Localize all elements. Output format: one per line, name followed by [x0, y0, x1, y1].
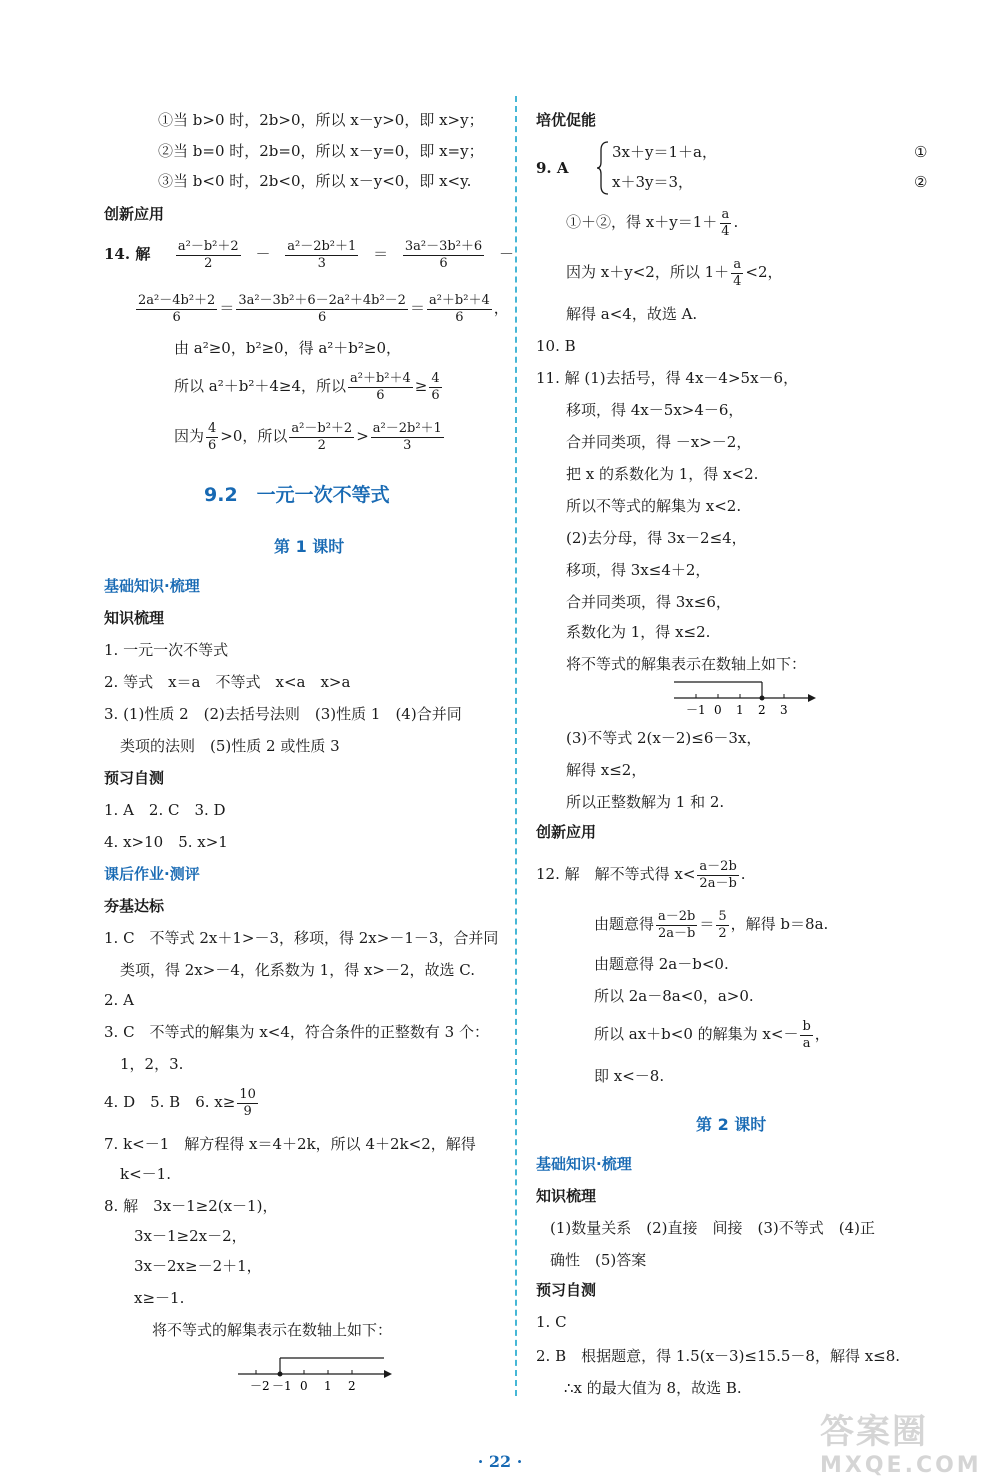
q14-line3: 由 a²≥0，b²≥0，得 a²＋b²≥0， — [174, 339, 402, 357]
equation-1-marker: ① — [914, 143, 928, 161]
number-line-2 — [670, 680, 820, 720]
heading-knowledge-review-2: 知识梳理 — [536, 1187, 597, 1205]
answer-3a: 3. C 不等式的解集为 x<4，符合条件的正整数有 3 个： — [104, 1023, 489, 1041]
answer-8a: 8. 解 3x－1≥2(x－1)， — [104, 1197, 278, 1215]
arrow-head — [808, 694, 816, 702]
fraction: $\frac{4}{6}$ — [208, 420, 217, 453]
tick-label: 1 — [324, 1379, 332, 1393]
q12-line5: 所以 ax＋b<0 的解集为 x<－ $\frac{b}{a}$ ， — [594, 1018, 830, 1051]
answer-8e: 将不等式的解集表示在数轴上如下： — [152, 1321, 393, 1339]
heading-innovation: 创新应用 — [104, 205, 165, 223]
heading-base: 夯基达标 — [104, 897, 165, 915]
answer-8d: x≥－1. — [134, 1289, 185, 1307]
heading-innovation-2: 创新应用 — [536, 823, 597, 841]
knowledge-3a: 3. (1)性质 2 (2)去括号法则 (3)性质 1 (4)合并同 — [104, 705, 462, 723]
answer-1b: 类项，得 2x>－4，化系数为 1，得 x>－2，故选 C. — [120, 961, 476, 979]
q11-line3: 合并同类项，得 －x>－2， — [566, 433, 752, 451]
tick-label: －1 — [686, 703, 706, 717]
answer-1a: 1. C 不等式 2x＋1>－3，移项，得 2x>－1－3，合并同 — [104, 929, 499, 947]
fraction: $\frac{a-2b}{2a-b}$ — [658, 908, 696, 941]
fraction: $\frac{\text{2a²－4b²＋2}}{6}$ — [138, 292, 216, 325]
watermark-url: MXQE.COM — [820, 1453, 982, 1478]
solid-point — [760, 696, 765, 701]
lesson-1-title: 第 1 课时 — [274, 537, 345, 556]
q11-line10: 将不等式的解集表示在数轴上如下： — [566, 655, 807, 673]
q12-line4: 所以 2a－8a<0，a>0. — [594, 987, 754, 1005]
tick-label: 2 — [348, 1379, 356, 1393]
heading-preview-test: 预习自测 — [104, 769, 165, 787]
fraction: $\frac{\text{a²－b²＋2}}{2}$ — [291, 420, 353, 453]
tick-label: －2 — [250, 1379, 270, 1393]
preview-answers-2: 4. x>10 5. x>1 — [104, 833, 228, 851]
section-title: 9.2 一元一次不等式 — [204, 484, 390, 506]
q9-step3: 解得 a<4，故选 A. — [566, 305, 698, 323]
heading-preview-test-2: 预习自测 — [536, 1281, 597, 1299]
q14-line5: 因为 $\frac{4}{6}$ >0，所以 $\frac{\text{a²－b²＋2}}{2}$ > $\frac{\text{a²－2b²＋1}}{3}$ — [174, 420, 442, 453]
q11-line7: 移项，得 3x≤4＋2， — [566, 561, 711, 579]
heading-advanced: 培优促能 — [536, 111, 597, 129]
fraction: $\frac{10}{9}$ — [239, 1086, 256, 1119]
q9-step2: 因为 x＋y<2，所以 1＋ $\frac{a}{4}$ <2， — [566, 256, 783, 289]
fraction: $\frac{\text{a²－2b²＋1}}{3}$ — [372, 420, 442, 453]
equation-2: x＋3y＝3， — [612, 173, 694, 191]
q11-line8: 合并同类项，得 3x≤6， — [566, 593, 731, 611]
knowledge-2: 2. 等式 x＝a 不等式 x<a x>a — [104, 673, 351, 691]
heading-homework: 课后作业·测评 — [104, 865, 200, 883]
number-line-1 — [234, 1356, 394, 1396]
heading-knowledge-review: 知识梳理 — [104, 609, 165, 627]
answer-4-6: 4. D 5. B 6. x≥ $\frac{10}{9}$ — [104, 1086, 256, 1119]
case-3: ③当 b<0 时，2b<0，所以 x－y<0，即 x<y. — [158, 172, 472, 190]
equation-2-marker: ② — [914, 173, 928, 191]
fraction: $\frac{5}{2}$ — [718, 908, 727, 941]
case-1: ①当 b>0 时，2b>0，所以 x－y>0，即 x>y； — [158, 111, 484, 129]
answer-2: 2. A — [104, 991, 134, 1009]
watermark-logo — [820, 1404, 990, 1478]
q11-line1: 11. 解 (1)去括号，得 4x－4>5x－6， — [536, 369, 799, 387]
answer-10: 10. B — [536, 337, 576, 355]
q11-line11: (3)不等式 2(x－2)≤6－3x， — [566, 729, 762, 747]
q9-label: 9. A — [536, 159, 569, 177]
q14-label: 14. 解 — [104, 245, 151, 263]
q12-line3: 由题意得 2a－b<0. — [594, 955, 729, 973]
q11-line9: 系数化为 1，得 x≤2. — [566, 623, 711, 641]
knowledge-3b: 类项的法则 (5)性质 2 或性质 3 — [120, 737, 340, 755]
equation-1: 3x＋y＝1＋a， — [612, 143, 717, 161]
knowledge-2-line2: 确性 (5)答案 — [550, 1251, 647, 1269]
heading-basic-knowledge: 基础知识·梳理 — [104, 577, 200, 595]
fraction: $\frac{\text{a²＋b²＋4}}{6}$ — [428, 292, 490, 325]
q11-line12: 解得 x≤2， — [566, 761, 647, 779]
tick-label: 0 — [714, 703, 722, 717]
answer-8c: 3x－2x≥－2＋1， — [134, 1257, 262, 1275]
q9-step1: ①＋②，得 x＋y＝1＋ $\frac{a}{4}$ . — [566, 206, 739, 239]
fraction: $\frac{4}{6}$ — [431, 370, 440, 403]
fraction: $\frac{a-2b}{2a-b}$ — [699, 858, 737, 891]
case-2: ②当 b=0 时，2b=0，所以 x－y=0，即 x=y； — [158, 142, 484, 160]
knowledge-1: 1. 一元一次不等式 — [104, 641, 229, 659]
answer-8b: 3x－1≥2x－2， — [134, 1227, 247, 1245]
q12-line6: 即 x<－8. — [594, 1067, 665, 1085]
tick-label: 2 — [758, 703, 766, 717]
fraction: $\frac{\text{a²－b²＋2}}{2}$ — [177, 238, 239, 271]
answer-7b: k<－1. — [120, 1165, 171, 1183]
knowledge-2-line1: (1)数量关系 (2)直接 间接 (3)不等式 (4)正 — [550, 1219, 875, 1237]
fraction: $\frac{\text{3a²－3b²＋6}}{6}$ — [404, 238, 483, 271]
tick-label: －1 — [272, 1379, 292, 1393]
q14-line1: 14. 解 $\frac{\text{a²－b²＋2}}{2}$ － $\frac{\text{a²－2b²＋1}}{3}$ ＝ $\frac{\text{3a²－3b²＋6}}{6}$ － — [104, 238, 514, 271]
watermark-text: 答案圈 — [820, 1412, 928, 1452]
fraction: $\frac{a}{4}$ — [733, 256, 742, 289]
q14-line4: 所以 a²＋b²＋4≥4，所以 $\frac{\text{a²＋b²＋4}}{6}$ ≥ $\frac{4}{6}$ — [174, 370, 440, 403]
page-number: · 22 · — [477, 1452, 523, 1471]
brace-icon — [596, 140, 610, 196]
solid-point — [278, 1372, 283, 1377]
q14-line2: $\frac{\text{2a²－4b²＋2}}{6}$ ＝ $\frac{\text{3a²－3b²＋6－2a²＋4b²－2}}{6}$ ＝ $\frac{\text{a²＋b²＋4}}{6}$ ， — [138, 292, 509, 325]
fraction: $\frac{a}{4}$ — [721, 206, 730, 239]
arrow-head — [384, 1370, 392, 1378]
fraction: $\frac{\text{a²－2b²＋1}}{3}$ — [287, 238, 357, 271]
fraction: $\frac{\text{3a²－3b²＋6－2a²＋4b²－2}}{6}$ — [238, 292, 406, 325]
q11-line2: 移项，得 4x－5x>4－6， — [566, 401, 744, 419]
preview-2-answer-1: 1. C — [536, 1313, 567, 1331]
q11-line6: (2)去分母，得 3x－2≤4， — [566, 529, 747, 547]
preview-answers-1: 1. A 2. C 3. D — [104, 801, 226, 819]
heading-basic-knowledge-2: 基础知识·梳理 — [536, 1155, 632, 1173]
answer-3b: 1，2，3. — [120, 1055, 184, 1073]
fraction: $\frac{\text{a²＋b²＋4}}{6}$ — [350, 370, 411, 403]
q11-line5: 所以不等式的解集为 x<2. — [566, 497, 742, 515]
tick-label: 3 — [780, 703, 788, 717]
preview-2-answer-3: ∴x 的最大值为 8，故选 B. — [564, 1379, 742, 1397]
q11-line4: 把 x 的系数化为 1，得 x<2. — [566, 465, 759, 483]
q12-line1: 12. 解 解不等式得 x< $\frac{a-2b}{2a-b}$ . — [536, 858, 746, 891]
tick-label: 0 — [300, 1379, 308, 1393]
answer-7a: 7. k<－1 解方程得 x＝4＋2k，所以 4＋2k<2，解得 — [104, 1135, 476, 1153]
preview-2-answer-2: 2. B 根据题意，得 1.5(x－3)≤15.5－8，解得 x≤8. — [536, 1347, 901, 1365]
q12-line2: 由题意得 $\frac{a-2b}{2a-b}$ ＝ $\frac{5}{2}$ ，解得 b＝8a. — [594, 908, 829, 941]
tick-label: 1 — [736, 703, 744, 717]
fraction: $\frac{b}{a}$ — [802, 1018, 811, 1051]
column-divider — [515, 96, 517, 1396]
lesson-2-title: 第 2 课时 — [696, 1115, 767, 1134]
q11-line13: 所以正整数解为 1 和 2. — [566, 793, 725, 811]
